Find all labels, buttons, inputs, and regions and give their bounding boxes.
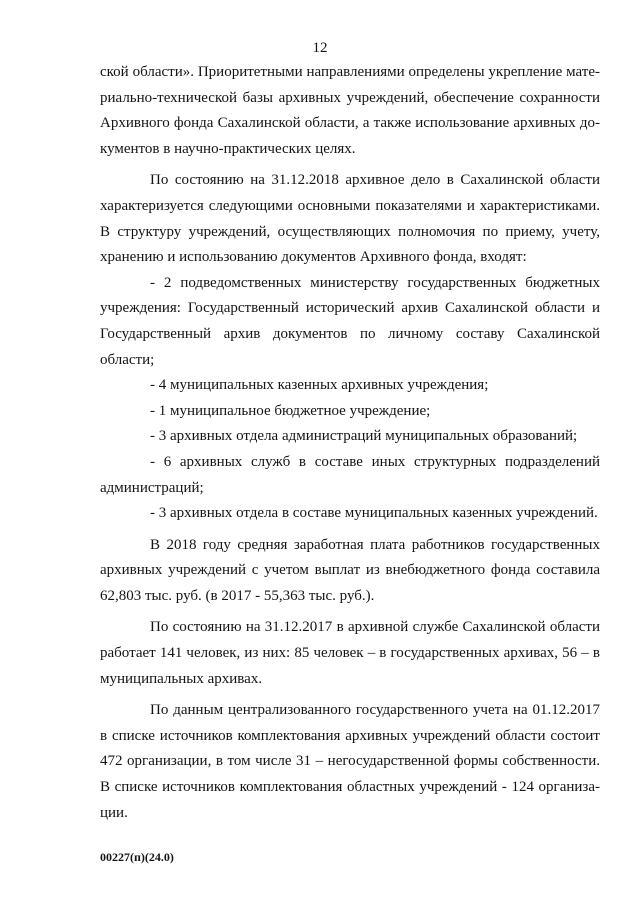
list-item-municipal-departments: - 3 архивных отдела в составе муниципальных казенных учреждений. [150, 505, 598, 522]
document-footer-code: 00227(п)(24.0) [100, 850, 174, 864]
document-body [100, 60, 600, 826]
page-number: 12 [312, 40, 328, 56]
paragraph-salary: В 2018 году средняя заработная плата работников государственных архивных учреждений с учетом выплат из внебюджетного фонда составила 62,803 тыс. руб. (в 2017 - 55,363 тыс. руб.). [100, 536, 600, 604]
list-item-archive-services: - 6 архивных служб в составе иных структурных подразделений администраций; [100, 453, 600, 496]
paragraph-staff: По состоянию на 31.12.2017 в архивной службе Сахалинской области работает 141 человек, из них: 85 человек – в государственных архивах, 56 – в муниципальных архивах. [100, 619, 600, 687]
list-item-admin-departments: - 3 архивных отдела администраций муниципальных образований; [150, 428, 578, 445]
paragraph-continuation: ской области». Приоритетными направлениями определены укрепление материально-технической базы архивных учреждений, обеспечение сохранности Архивного фонда Сахалинской области, а также использование архивных документов в научно-практических целях. [100, 64, 600, 157]
list-item-state-archives: - 2 подведомственных министерству государственных бюджетных учреждения: Государственный исторический архив Сахалинской области и Государственный архив документов по личному составу Сахалинской области; [100, 274, 600, 368]
list-item-budget-institution: - 1 муниципальное бюджетное учреждение; [150, 402, 431, 419]
list-item-municipal-archives: - 4 муниципальных казенных архивных учреждения; [150, 377, 489, 394]
paragraph-sources: По данным централизованного государственного учета на 01.12.2017 в списке источников комплектования архивных учреждений области состоит 472 организации, в том числе 31 – негосударственной формы собственности. В списке источников комплектования областных учреждений - 124 организации. [100, 702, 600, 821]
paragraph-archive-status-2018: По состоянию на 31.12.2018 архивное дело в Сахалинской области характеризуется следующими основными показателями и характеристиками. В структуру учреждений, осуществляющих полномочия по приему, учету, хранению и использованию документов Архивного фонда, входят: [100, 172, 600, 266]
